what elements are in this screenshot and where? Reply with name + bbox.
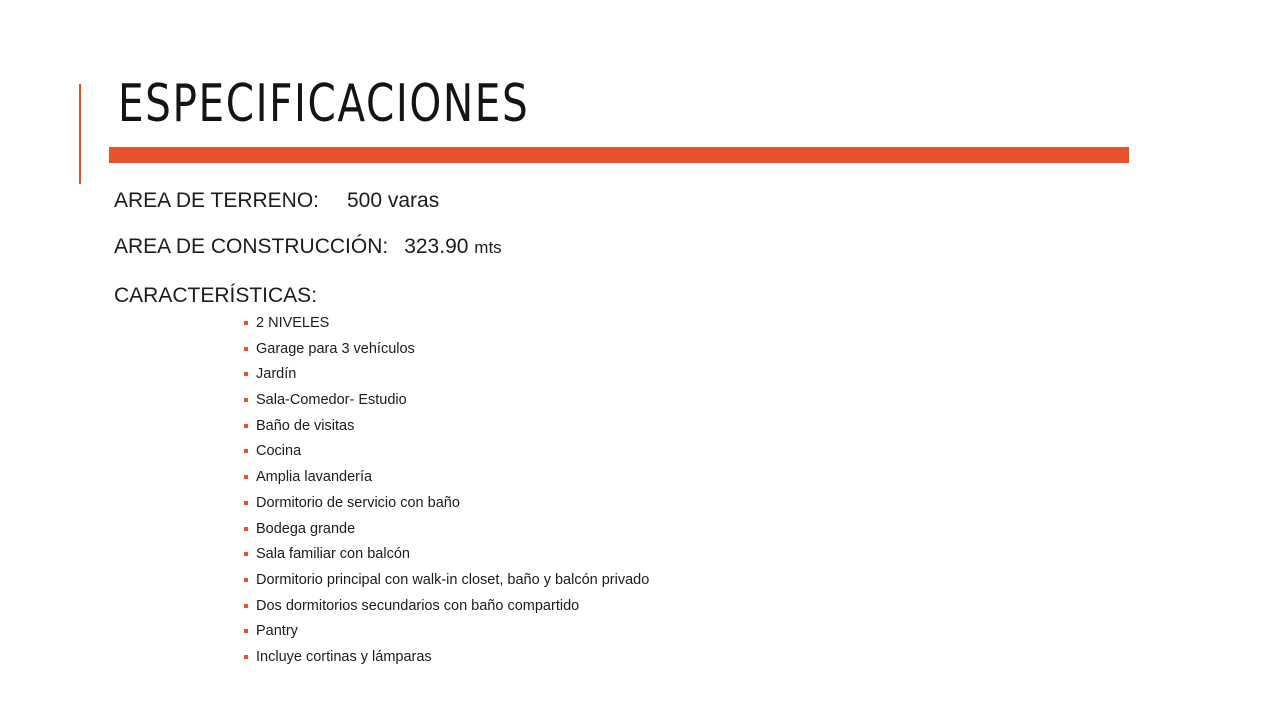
feature-item [244, 568, 649, 594]
features-heading: CARACTERÍSTICAS: [114, 284, 318, 307]
feature-item [244, 465, 649, 491]
feature-text: Bodega grande [256, 520, 356, 537]
specs-block [114, 185, 1014, 277]
square-bullet-icon [244, 629, 248, 633]
spec-construction-value [404, 231, 501, 264]
accent-title-underline [109, 147, 1129, 163]
feature-text: 2 NIVELES [256, 315, 330, 331]
accent-vertical-line [79, 84, 81, 184]
feature-text: Dos dormitorios secundarios con baño compartido [256, 597, 580, 614]
spec-construction-unit: mts [474, 238, 502, 257]
feature-text: Cocina [256, 443, 302, 460]
feature-item [244, 619, 649, 645]
spec-construction-number: 323.90 [404, 235, 469, 258]
feature-text: Dormitorio principal con walk-in closet, baño y balcón privado [256, 571, 650, 588]
slide-title: ESPECIFICACIONES [118, 74, 530, 134]
spec-terrain-label: AREA DE TERRENO: [114, 189, 319, 212]
feature-item [244, 594, 649, 620]
feature-text: Garage para 3 vehículos [256, 340, 415, 357]
feature-text: Jardín [256, 366, 297, 383]
feature-item [244, 517, 649, 543]
feature-item [244, 311, 649, 337]
feature-item [244, 388, 649, 414]
features-list [244, 311, 649, 671]
feature-item [244, 439, 649, 465]
square-bullet-icon [244, 475, 248, 479]
feature-text: Baño de visitas [256, 417, 355, 434]
square-bullet-icon [244, 552, 248, 556]
feature-item [244, 362, 649, 388]
feature-item [244, 542, 649, 568]
square-bullet-icon [244, 501, 248, 505]
feature-item [244, 491, 649, 517]
spec-terrain-value: 500 varas [347, 189, 440, 212]
square-bullet-icon [244, 424, 248, 428]
feature-item [244, 337, 649, 363]
feature-text: Dormitorio de servicio con baño [256, 494, 460, 511]
square-bullet-icon [244, 372, 248, 376]
square-bullet-icon [244, 655, 248, 659]
square-bullet-icon [244, 321, 248, 325]
feature-text: Sala-Comedor- Estudio [256, 392, 407, 409]
feature-item [244, 414, 649, 440]
feature-text: Incluye cortinas y lámparas [256, 648, 432, 665]
feature-text: Sala familiar con balcón [256, 546, 410, 563]
square-bullet-icon [244, 347, 248, 351]
spec-construction-area [114, 231, 1014, 263]
spec-construction-label: AREA DE CONSTRUCCIÓN: [114, 235, 389, 258]
square-bullet-icon [244, 527, 248, 531]
spec-terrain-area [114, 185, 1014, 217]
feature-text: Pantry [256, 623, 298, 640]
square-bullet-icon [244, 604, 248, 608]
square-bullet-icon [244, 449, 248, 453]
square-bullet-icon [244, 398, 248, 402]
square-bullet-icon [244, 578, 248, 582]
feature-text: Amplia lavandería [256, 469, 373, 486]
feature-item [244, 645, 649, 671]
